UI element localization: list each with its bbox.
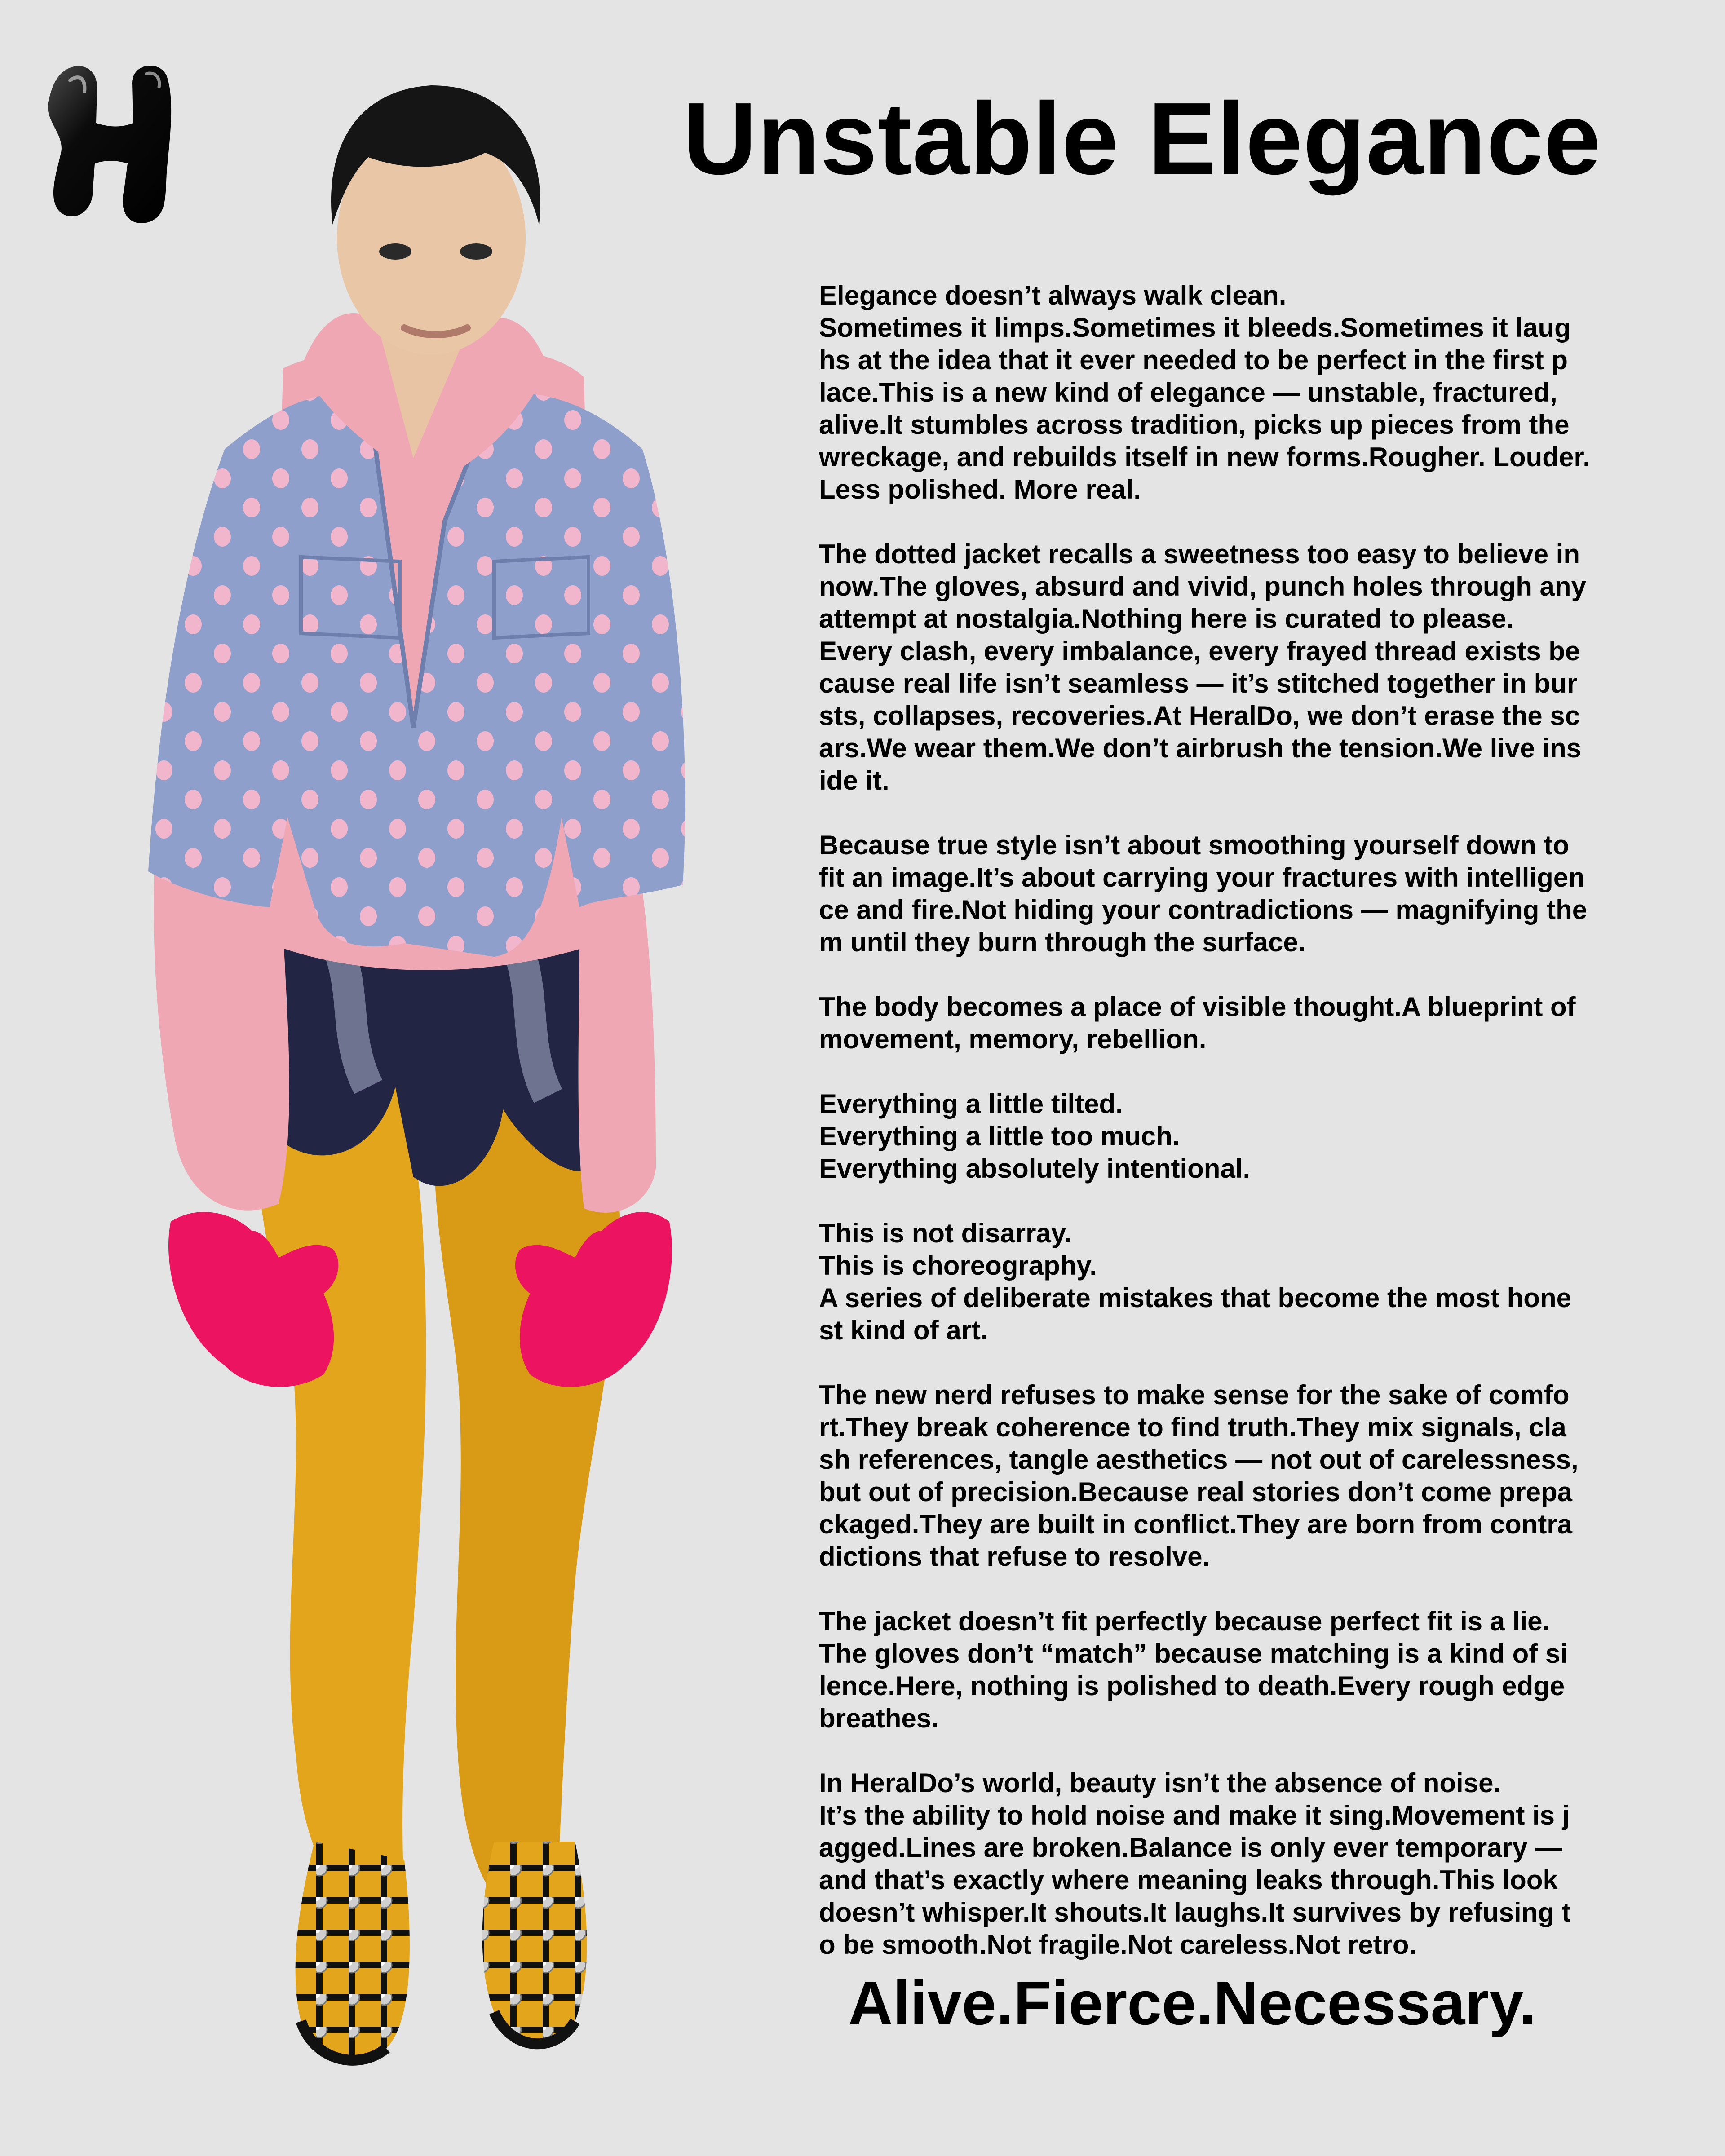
text-line: The jacket doesn’t fit perfectly because perfect fit is a lie. [819, 1606, 1550, 1636]
text-line: Every clash, every imbalance, every frayed thread exists be [819, 636, 1580, 666]
text-line: fit an image.It’s about carrying your fractures with intelligen [819, 862, 1585, 892]
text-line: cause real life isn’t seamless — it’s stitched together in bur [819, 668, 1578, 698]
text-line: now.The gloves, absurd and vivid, punch holes through any [819, 571, 1586, 601]
text-line: ide it. [819, 765, 889, 795]
text-line: ce and fire.Not hiding your contradictions — magnifying the [819, 895, 1588, 925]
paragraph [819, 1379, 1645, 1573]
text-line: ars.We wear them.We don’t airbrush the tension.We live ins [819, 733, 1582, 763]
text-line: but out of precision.Because real stories don’t come prepa [819, 1477, 1573, 1507]
article-body [819, 279, 1645, 1993]
text-line: movement, memory, rebellion. [819, 1024, 1207, 1054]
text-line: agged.Lines are broken.Balance is only ever temporary — [819, 1833, 1562, 1863]
text-line: A series of deliberate mistakes that become the most hone [819, 1283, 1571, 1313]
text-line: doesn’t whisper.It shouts.It laughs.It survives by refusing t [819, 1897, 1571, 1927]
text-line: This is not disarray. [819, 1218, 1072, 1248]
paragraph [819, 1767, 1645, 1961]
text-line: In HeralDo’s world, beauty isn’t the absence of noise. [819, 1768, 1501, 1798]
text-line: Everything a little tilted. [819, 1089, 1123, 1119]
text-line: attempt at nostalgia.Nothing here is curated to please. [819, 604, 1514, 634]
text-line: sh references, tangle aesthetics — not out of carelessness, [819, 1445, 1579, 1475]
text-line: Because true style isn’t about smoothing yourself down to [819, 830, 1570, 860]
text-line: breathes. [819, 1703, 939, 1733]
text-line: This is choreography. [819, 1250, 1097, 1281]
paragraph [819, 538, 1645, 797]
text-line: Elegance doesn’t always walk clean. [819, 280, 1287, 310]
text-line: Everything a little too much. [819, 1121, 1180, 1151]
tagline: Alive.Fierce.Necessary. [848, 1969, 1536, 2038]
page-title: Unstable Elegance [683, 82, 1601, 196]
paragraph [819, 1217, 1645, 1347]
text-line: It’s the ability to hold noise and make it sing.Movement is j [819, 1800, 1570, 1830]
model-photo [90, 54, 782, 2102]
text-line: ckaged.They are built in conflict.They are born from contra [819, 1509, 1573, 1539]
text-line: The dotted jacket recalls a sweetness too easy to believe in [819, 539, 1580, 569]
text-line: The new nerd refuses to make sense for the sake of comfo [819, 1380, 1570, 1410]
text-line: Sometimes it limps.Sometimes it bleeds.Sometimes it laug [819, 313, 1571, 343]
text-line: lace.This is a new kind of elegance — unstable, fractured, [819, 377, 1557, 407]
text-line: and that’s exactly where meaning leaks through.This look [819, 1865, 1558, 1895]
text-line: Less polished. More real. [819, 474, 1141, 504]
paragraph [819, 1088, 1645, 1185]
text-line: sts, collapses, recoveries.At HeralDo, we don’t erase the sc [819, 701, 1580, 731]
text-line: lence.Here, nothing is polished to death.Every rough edge [819, 1671, 1565, 1701]
text-line: The body becomes a place of visible thought.A blueprint of [819, 992, 1576, 1022]
text-line: o be smooth.Not fragile.Not careless.Not retro. [819, 1930, 1417, 1960]
paragraph [819, 991, 1645, 1056]
text-line: Everything absolutely intentional. [819, 1153, 1251, 1184]
text-line: dictions that refuse to resolve. [819, 1542, 1210, 1572]
paragraph [819, 279, 1645, 506]
paragraph [819, 1605, 1645, 1735]
paragraph [819, 829, 1645, 959]
text-line: rt.They break coherence to find truth.They mix signals, cla [819, 1412, 1566, 1442]
text-line: The gloves don’t “match” because matching is a kind of si [819, 1639, 1568, 1669]
text-line: m until they burn through the surface. [819, 927, 1306, 957]
text-line: alive.It stumbles across tradition, picks up pieces from the [819, 410, 1570, 440]
text-line: wreckage, and rebuilds itself in new forms.Rougher. Louder. [819, 442, 1591, 472]
text-line: hs at the idea that it ever needed to be perfect in the first p [819, 345, 1568, 375]
text-line: st kind of art. [819, 1315, 988, 1345]
